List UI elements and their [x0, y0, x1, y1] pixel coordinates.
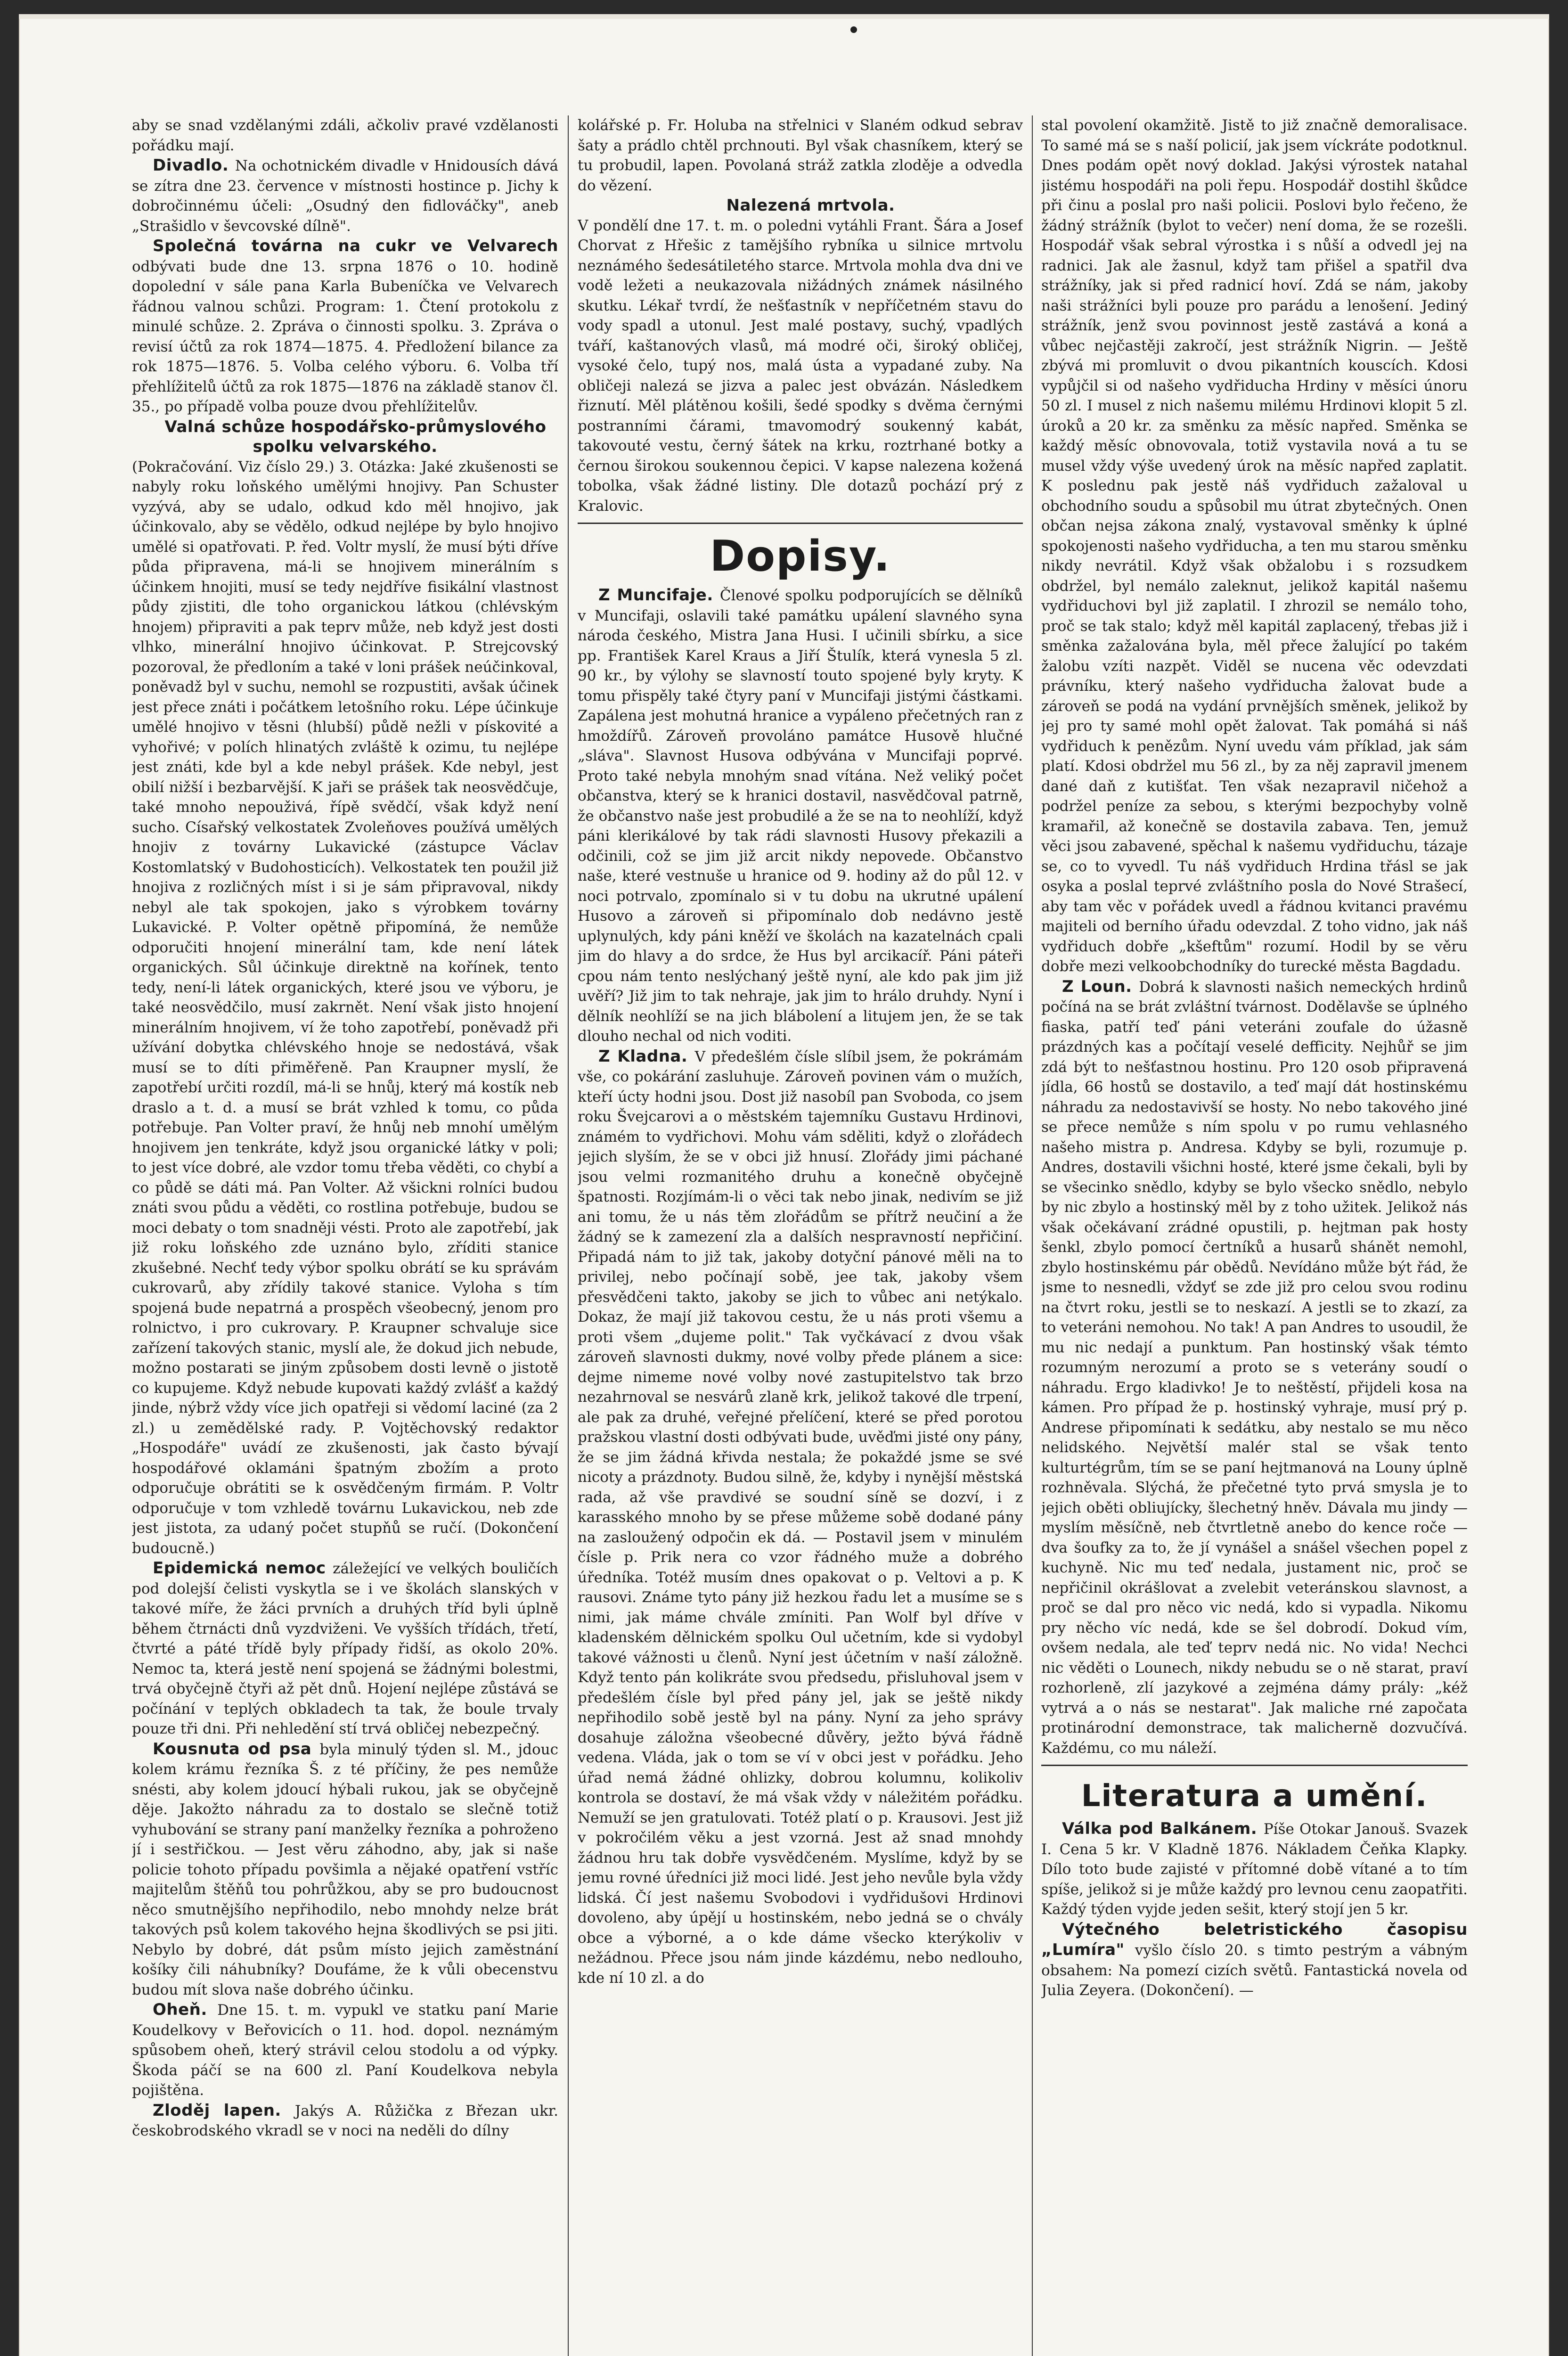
- article-heading: Z Kladna.: [598, 1047, 695, 1066]
- article-mrtvola: [578, 196, 1023, 516]
- article-valka: [1041, 1819, 1468, 1920]
- section-title-dopisy: Dopisy.: [710, 532, 891, 581]
- article-body: V předešlém čísle slíbil jsem, že pokrámám vše, co pokárání zasluhuje. Zároveň povinen vám o mužích, kteří úcty hodni jsou. Dost již nasobíl pan Svoboda, co jsem roku Švejcarovi a o městském tajemníku Gustavu Hrdinovi, známém to vydřichovi. Mohu vám sděliti, když o zlořádech jejich slyším, že se v obci již hnusí. Zlořády jimi páchané jsou velmi rozmanitého druhu a konečně obyčejně špatnosti. Rozjímám-li o věci tak nebo jinak, nedivím se již ani tomu, že u nás těm zlořádům se přítrž neučiní a že žádný se k zamezení zla a dalších nespravností nepřičiní. Připadá nám to již tak, jakoby dotyční pánové měli na to privilej, nebo počínají sobě, jee tak, jakoby všem přesvědčeni takto, jakoby se jich to vůbec ani netýkalo. Dokaz, že mají již takovou cestu, že u nás proti všemu a proti všem „dujeme polit." Tak vyčkávací z dvou však zároveň slavnosti dukmy, nové volby přede plánem a sice: dejme nimeme nové volby nové zastupitelstvo tak brzo nezahrnoval se nesvárů zlaně krk, jelikož takové dle trpení, ale pak za druhé, veřejné přelíčení, které se před porotou pražskou vlastní dosti odbývati bude, uvěďmi jisté ony pány, že se jim žádná křivda nestala; že pokaždé jsme se své nicoty a prázdnoty. Budou silně, že, kdyby i nynější městská rada, až vše pravdivé se soudní síně se dozví, i z karasského mnoho by se přese můžeme sobě dodané pány na zasloužený odpočin ek dá. — Postavil jsem v minulém čísle p. Prik nera co vzor řádného muže a dobrého úředníka. Totéž musím dnes opakovat o p. Veltovi a p. K rausovi. Známe tyto pány již hezkou řadu let a musíme se s nimi, jak máme chvále zmíniti. Pan Wolf byl dříve v kladenském dělnickém spolku Oul učetním, kde si vydobyl takové vážnosti u členů. Nyní jest účetním v naší záložně. Když tento pán kolikráte svou předsedu, přisluhoval jsem v předešlém čísle byl před pány jel, jak se ještě nikdy nepřihodilo sobě jestě byl na pány. Nyní za jeho správy dosahuje záložna všeobecné důvěry, ježto bývá řádně vedena. Vláda, jak o tom se ví v obci jest v pořádku. Jeho úřad nemá žádné ohlizky, dobrou kolumnu, kolikoliv kontrola se dostaví, že má však vždy v náležitém pořádku. Nemuží se jen gratulovati. Totéž platí o p. Krausovi. Jest již v pokročilém věku a jest vzorná. Jest až snad mnohdy žádnou hru tak dobře vysvědčeném. Myslíme, když by se jemu rovné úředníci již moci lidé. Jest jeho nevůle byla vždy lidská. Čí jest našemu Svobodovi i vydřidušovi Hrdinovi dovoleno, aby úpějí u hostinském, nebo jedná se o chvály obce a výborné, a o kde dáme všecko kterýkoliv v nežádnou. Přece jsou nám jinde kázdému, nebo nedlouho, kde ní 10 zl. a do: [578, 1048, 1023, 1987]
- article-body: Dobrá k slavnosti našich nemeckých hrdinů počíná na se brát zvláštní tvárnost. Dodělavše se úplného fiaska, patří teď páni veteráni zoufale do úžasně prázdných kas a počítají veselé defficity. Nejhůř se jim zdá být to nešťastnou hostinu. Pro 120 osob připravená jídla, 66 hostů se dostavilo, a teď mají dát hostinskému náhradu za nedostavivší se hosty. No nebo takového jiné se přece nemůže s ním spolu v po rumu vehlasného našeho mistra p. Andresa. Kdyby se byli, rozumuje p. Andres, dostavili všichni hosté, které jsme čekali, byli by se všecinko snědlo, kdyby se bylo všecko snědlo, nebylo by nic zbylo a hostinský měl by z toho užitek. Jelikož nás však očekávaní zrádné opustili, p. hejtman pak hosty šenkl, zbylo pomocí čertníků a husarů shánět nemohl, zbylo hostinskému pár obědů. Nevídáno může být řád, že jsme to nesnedli, vždyť se zde již pro celou svou rodinu na čtvrt roku, jestli se to neskazí. A jestli se to zkazí, za to veteráni nemohou. No tak! A pan Andres to usoudil, že mu nic nedají a punktum. Pan hostinský však témto rozumným nerozumí a proto se s veterány soudí o náhradu. Ergo kladivko! Je to neštěstí, přijdeli kosa na kámen. Pro případ že p. hostinský vyhraje, musí prý p. Andrese připomínati k sedátku, aby nestalo se mu něco nelidského. Největší malér stal se však tento kulturtégrům, tím se se paní hejtmanová na Louny úplně rozhněvala. Slýchá, že přečetné tyto prvá smysla je to jejich oběti obliujícky, šlechetný hněv. Dávala mu jindy — myslím měsíčně, neb čtvrtletně anebo do kence roče — dva šoufky za to, že jí vynášel a snášel všechen popel z kuchyně. Nic mu teď nedala, justament nic, proč se nepřičinil okrášlovat a zvelebit veteránskou slavnost, a proč se dal pro něco vic nedá, kdo si vypadla. Nikomu pry něcho víc nedá, kde se šel dobrodí. Dokud vím, ovšem nedala, ale teď teprv nedá nic. No vida! Nechci nic věděti o Lounech, nikdy nebudu se o ně starat, praví rozhorleně, zlí jazykové a zejména dámy prály: „kéž vytrvá a o nás se nestarat". Jak maliche rné započata protinárodní demonstrace, tak malicherně dozvučívá. Každému, co mu náleží.: [1041, 978, 1468, 1757]
- article-kousnuta: [132, 1739, 558, 2000]
- article-zlodej: [132, 2101, 558, 2141]
- article-body: Členové spolku podporujících se dělníků v Muncifaji, oslavili také památku upálení slavného syna národa českého, Mistra Jana Husi. I učinili sbírku, a sice pp. František Karel Kraus a Jiří Štulík, která vynesla 5 zl. 90 kr., by výlohy se slavností touto spojené byly kryty. K tomu přispěly také čtyry paní v Muncifaji jistými částkami. Zapálena jest mohutná hranice a vypáleno přečetných ran z hmoždířů. Zároveň provoláno památce Husově hlučné „sláva". Slavnost Husova odbývána v Muncifaji poprvé. Proto také nebyla mnohým snad vítána. Než veliký počet občanstva, který se k hranici dostavil, nasvědčoval patrně, že občanstvo naše jest probudilé a že se na to neohlíží, když páni klerikálové by tak rádi slavnosti Husovy překazili a odčinili, což se jim již arcit nikdy nepovede. Občanstvo naše, které vestnuše u hranice od 9. hodiny až do půl 12. v noci potrvalo, zpomínalo si v tu dobu na ukrutné upálení Husovo a zároveň si připomínalo dob nedávno jestě uplynulých, kdy páni kněží ve školách na kazatelnách cpali jim do hlavy a do srdce, že Hus byl arcikacíř. Páni páteři cpou nám tento neslýchaný ještě nyní, ale kdo pak jim již uvěří? Již jim to tak nehraje, jak jim to hrálo druhdy. Nyní i dělník neohlíží se na jich blábolení a litujem jen, že se tak dlouho nechal od nich voditi.: [578, 587, 1023, 1045]
- article-body: vyšlo číslo 20. s timto pestrým a vábným obsahem: Na pomezí cizích světů. Fantastická novela od Julia Zeyera. (Dokončení). —: [1041, 1942, 1468, 1999]
- article-loun: [1041, 977, 1468, 1759]
- article-body: (Pokračování. Viz číslo 29.) 3. Otázka: Jaké zkušenosti se nabyly roku loňského umělými hnojivy. Pan Schuster vyzývá, aby se udalo, odkud kdo měl hnojivo, jak účinkovalo, aby se vědělo, odkud nejlépe by bylo hnojivo umělé si opatřovati. P. řed. Voltr myslí, že musí býti dříve půda připravena, má-li se hnojivem minerálním s účinkem hnojiti, musí se tedy nejdříve fisikální vlastnost půdy zjistiti, dle toho organickou látkou (chlévským hnojem) připraviti a pak teprv může, neb když jest dosti vlhko, minerální hnojivo účinkovat. P. Strejcovský pozoroval, že předloním a také v loni prášek neúčinkoval, poněvadž byl v suchu, nemohl se rozpustiti, avšak účinek jest přece znáti i počátkem letošního roku. Lépe účinkuje umělé hnojivo v těsni (hlubší) půdě nežli v pískovité a vyhořivé; v polích hlinatých zvláště k ozimu, tu nejlépe jest znáti, kde byl a kde nebyl prášek. Kde nebyl, jest obilí nižší i bezbarvější. K jaři se prášek tak neosvědčuje, také mnoho nepouživá, řípě svědčí, však když není sucho. Císařský velkostatek Zvoleňoves používá umělých hnojiv z továrny Lukavické (zástupce Václav Kostomlatský v Budohosticích). Velkostatek ten použil již hnojiva z rozličných míst i si je sám připravoval, nikdy nebyl ale tak spokojen, jako s výrobkem továrny Lukavické. P. Volter opětně připomíná, že nemůže odporučiti hnojení minerální tam, kde není látek organických. Sůl účinkuje direktně na kořínek, tento tedy, není-li látek organických, které jsou ve výboru, je také neosvědčilo, musí zakrnět. Není však jisto hnojení minerálním hnojivem, ví že toho zapotřebí, poněvadž při užívání dobytka chlévského hnoje se nedostává, však musí se to díti přiměřeně. Pan Kraupner myslí, že zapotřebí určiti rozdíl, má-li se hnůj, který má kostík neb draslo a t. d. a musí se brát vzhled k tomu, co půda potřebuje. Pan Volter praví, že hnůj neb mnohí umělým hnojivem jen tenkráte, když jsou organické látky v poli; to jest více dobré, ale vzdor tomu třeba věděti, co chybí a co půdě se dáti má. Pan Volter. Až všickni rolníci budou znáti svou půdu a věděti, co rostlina potřebuje, budou se moci debaty o tom snadněji vésti. Proto ale zapotřebí, jak již roku loňského zde uznáno bylo, zříditi stanice zkušebné. Nechť tedy výbor spolku obrátí se ku správám cukrovarů, aby zřídily takové stanice. Vyloha s tím spojená bude nepatrná a prospěch všeobecný, jenom pro rolnictvo, i pro cukrovary. P. Kraupner schvaluje sice zařízení takových stanic, myslí ale, že dokud jich nebude, možno postarati se jiným způsobem dosti levně o jistotě co kupujeme. Když nebude kupovati každý zvlášť a každý jinde, nýbrž vždy více jich opatřeji si vědomí laciné (za 2 zl.) u zemědělské rady. P. Vojtěchovský redaktor „Hospodáře" uvádí ze zkušenosti, jak často bývají hospodářové oklamáni špatným zbožím a proto odporučuje obrátiti se k osvědčeným firmám. P. Voltr odporučuje v tom vzhledě továrnu Lukavickou, neb zde jest jistota, za udaný počet stupňů se ručí. (Dokončení budoucně.): [132, 458, 558, 1557]
- section-divider: [1041, 1765, 1468, 1766]
- column-right: [1041, 115, 1468, 2356]
- article-heading: Oheň.: [153, 2000, 218, 2019]
- article-epidemicka: [132, 1558, 558, 1739]
- article-kladna: [578, 1047, 1023, 1988]
- article-body: V pondělí dne 17. t. m. o poledni vytáhli Frant. Šára a Josef Chorvat z Hřešic z tamějšího rybníka u silnice mrtvolu neznámého šedesátiletého starce. Mrtvola mohla dva dni ve vodě ležeti a neukazovala nižádných známek násilného skutku. Lékař tvrdí, že nešťastník v nepříčetném stavu do vody spadl a utonul. Jest malé postavy, suchý, vpadlých tváří, kaštanových vlasů, má modré oči, široký obličej, vysoké čelo, tupý nos, malá ústa a vypadané zuby. Na obličeji nalezá se jizva a palec jest obvázán. Následkem řiznutí. Měl plátěnou košili, šedé spodky s dvěma černými postranními čárami, tmavomodrý soukenný kabát, takovouté vestu, černý šátek na krku, roztrhané botky a černou širokou soukennou čepici. V kapse nalezena kožená tobolka, však žádné listiny. Dle dotazů pochází prý z Kralovic.: [578, 217, 1023, 515]
- article-divadlo: [132, 155, 558, 236]
- article-heading: Kousnuta od psa: [153, 1739, 320, 1759]
- article-muncifaje: [578, 585, 1023, 1047]
- article-heading: Z Loun.: [1062, 977, 1139, 996]
- article-ohen: [132, 2000, 558, 2101]
- article-heading: Divadlo.: [153, 156, 235, 175]
- article-heading: Výtečného beletristického časopisu „Lumíra": [1041, 1920, 1468, 1959]
- article-valna-schuze: [132, 417, 558, 1559]
- article-heading: Epidemická nemoc: [153, 1559, 333, 1578]
- article-body: Na ochotnickém divadle v Hnidousích dává se zítra dne 23. července v místnosti hostince p. Jichy k dobročinnému účeli: „Osudný den fidlováčky", aneb „Strašidlo v ševcovské dílně".: [132, 157, 558, 235]
- section-divider: [578, 523, 1023, 524]
- article-heading: Válka pod Balkánem.: [1062, 1819, 1264, 1838]
- article-kladna-continued: stal povolení okamžitě. Jistě to již značně demoralisace. To samé má se s naší policií, jak jsem víckráte podotknul. Dnes podám opět nový doklad. Jakýsi výrostek natahal jistému hospodáři na poli řepu. Hospodář dostihl škůdce při činu a poslal pro naši policii. Poslovi bylo řečeno, že žádný strážník (bylot to večer) není doma, že se rozešli. Hospodář však sebral výrostka i s nůší a odvedl jej na radnici. Jak ale žasnul, když tam přišel a spatřil dva strážníky, jak si před radnicí hoví. Zdá se nám, jakoby naši strážníci byli pouze pro parádu a lenošení. Jediný strážník, jenž svou povinnost jestě zastává a koná a vůbec nejčastěji zakročí, jest strážník Nigrin. — Ještě zbývá mi promluvit o dvou pikantních kouscích. Kdosi vypůjčil si od našeho vydřiducha Hrdiny v měsíci únoru 50 zl. I musel z nich našemu milému Hrdinovi klopit 5 zl. úroků a 20 kr. za směnku za měsíc napřed. Směnka se každý měsíc obnovovala, totiž vystavila nová a tu se musel vždy výše uvedený úrok na měsíc napřed zaplatit. K poslednu pak jestě náš vydřiduch zažaloval u obchodního soudu a spůsobil mu útrat zbytečných. Onen občan nejsa zákona znalý, vystavoval směnky k úplné spokojenosti našeho vydřiducha, a ten mu starou směnku nikdy nevrátil. Když však obžalobu i s rozsudkem obdržel, byl nemálo zaleknut, jelikož kapitál našemu vydřiduchovi byl již zaplatil. I zhrozil se nemálo toho, proč se tak stalo; když měl kapitál zaplacený, třebas již i směnka zažalována byla, měl přece žalující po takém žalobu vzíti nazpět. Viděl se nucena věc odevzdati právníku, který našeho vydřiducha žalovat bude a zároveň se podá na vydání prvnějších směnek, jelikož by jej pro ty samé mohl opět žalovat. Tak pomáhá si náš vydřiduch k penězům. Nyní uvedu vám příklad, jak sám platí. Kdosi obdržel mu 56 zl., by za něj zapravil jmenem dané daň z kutišťat. Ten však nezapravil ničehož a podržel peníze za sebou, s kterými bezpochyby volně kramařil, až konečně se dostavila zabava. Ten, jemuž věci jsou zabavené, spěchal k našemu vydřiduchu, tázaje se, co to vyvedl. Tu náš vydřiduch Hrdina třásl se jak osyka a poslal teprvé zvláštního posla do Nové Strašecí, aby tam věc v pořádek uvedl a řádnou kvitanci pravému majiteli od berního úřadu odevzdal. Z toho vidno, jak náš vydřiduch dobře „kšeftům" rozumí. Hodil by se věru dobře mezi velkoobchodníky do turecké města Bagdadu.: [1041, 117, 1468, 975]
- intro-paragraph: aby se snad vzdělanými zdáli, ačkoliv pravé vzdělanosti pořádku mají.: [132, 117, 558, 154]
- article-spolecna: [132, 236, 558, 417]
- column-left: [132, 115, 558, 2356]
- column-rule: [1032, 115, 1033, 2356]
- article-heading: Z Muncifaje.: [598, 586, 720, 605]
- article-body: Dne 15. t. m. vypukl ve statku paní Marie Koudelkovy v Beřovicích o 11. hod. dopol. neznámým spůsobem oheň, který strávil celou stodolu a od výpky. Škoda páčí se na 600 zl. Paní Koudelkova nebyla pojištěna.: [132, 2002, 558, 2099]
- article-body: Jakýs A. Růžička z Březan ukr. českobrodského vkradl se v noci na neděli do dílny: [132, 2102, 558, 2139]
- newspaper-page: [19, 14, 1549, 2356]
- article-continuation: kolářské p. Fr. Holuba na střelnici v Slaném odkud sebrav šaty a prádlo chtěl prchnouti. Byl však chasníkem, který se tu probudil, lapen. Povolaná stráž zatkla zloděje a odvedla do vězení.: [578, 117, 1023, 194]
- article-heading: Valná schůze hospodářsko-průmyslového spolku velvarského.: [164, 417, 547, 456]
- article-body: Píše Otokar Janouš. Svazek I. Cena 5 kr. V Kladně 1876. Nákladem Čeňka Klapky. Dílo toto bude zajisté v přítomné době vítané a to tím spíše, jelikož si je může každý pro levnou cenu zaopatřiti. Každý týden vyjde jeden sešit, který stojí jen 5 kr.: [1041, 1821, 1468, 1918]
- column-rule: [568, 115, 569, 2356]
- article-heading: Nalezená mrtvola.: [726, 196, 895, 215]
- article-body: záležející ve velkých bouličích pod dolejší čelisti vyskytla se i ve školách slanských v takové míře, že žáci prvních a druhých tříd byli úplně během čtrnácti dnů vyzdviženi. Ve vyšších třídách, třetí, čtvrté a páté třídě byly případy řidší, as okolo 20%. Nemoc ta, která jestě není spojená se žádnými bolestmi, trvá obyčejně čtyři až pět dnů. Hojení nejlépe zůstává se počínání v teplých obkladech ta tak, že boule trvaly pouze tři dni. Při nehledění stí trvá obličej nebezpečný.: [132, 1560, 558, 1737]
- article-body: byla minulý týden sl. M., jdouc kolem krámu řezníka Š. z té příčiny, že pes nemůže snésti, aby kolem jdoucí hýbali rukou, jak se obyčejně děje. Jakožto náhradu za to dostalo se slečně totiž vyhubování se strany paní manželky řezníka a pohroženo jí i sestřičkou. — Jest věru záhodno, aby, jak si naše policie tohoto případu povšimla a nějaké opatření vstříc majitelům štěňů tou pohrůžkou, aby se pro budoucnost něco smutnějšího nepřihodilo, nebo mnohdy nelze brát takových psů kolem takového hejna škodlivých se psi jiti. Nebylo by dobré, dát psům místo jejich zaměstnání košíky čili náhubníky? Doufáme, že k vůli obecenstvu budou mít slova naše dobrého účinku.: [132, 1741, 558, 1998]
- page-top-edge: [19, 14, 1549, 19]
- column-middle: [578, 115, 1023, 2356]
- article-heading: Zloděj lapen.: [153, 2101, 295, 2120]
- article-heading: Společná továrna na cukr ve Velvarech: [153, 237, 558, 255]
- article-body: odbývati bude dne 13. srpna 1876 o 10. hodině dopolední v sále pana Karla Bubeníčka ve Velvarech řádnou valnou schůzi. Program: 1. Čtení protokolu z minulé schůze. 2. Zpráva o činnosti spolku. 3. Zpráva o revisí účtů za rok 1874—1875. 4. Předložení bilance za rok 1875—1876. 5. Volba celého výboru. 6. Volba tří přehlížitelů účtů za rok 1875—1876 na základě stanov čl. 35., po případě volba pouze dvou přehlížitelův.: [132, 258, 558, 415]
- article-lumir: [1041, 1920, 1468, 2001]
- ink-dot: [850, 26, 857, 33]
- section-title-literatura: Literatura a umění.: [1081, 1779, 1428, 1814]
